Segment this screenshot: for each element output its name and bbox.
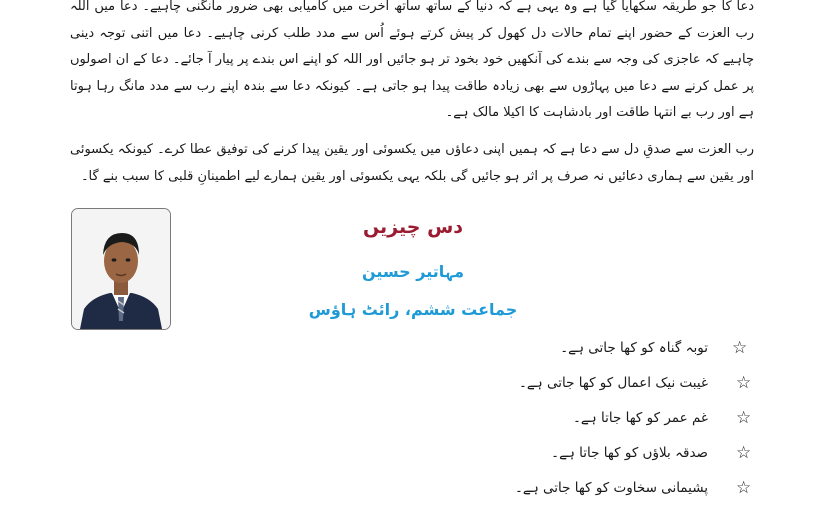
star-icon: ☆ [736,478,752,498]
paragraph-1: دعا کا جو طریقہ سکھایا گیا ہے وہ یہی ہے کہ دنیا کے ساتھ ساتھ آخرت میں کامیابی بھی ضرور مانگنی چاہیے۔ دعا میں اللہ رب العزت کے حضور اپنے تمام حالات دل کھول کر پیش کرتے ہوئے اُس سے مدد طلب کرنی چاہیے۔ دعا میں اتنی توجہ دینی چاہیے کہ عاجزی کی وجہ سے بندے کی آنکھیں خود بخود تر ہو جائیں اور اللہ کو اپنے اس بندے پر پیار آ جائے۔ دعا کے ان اصولوں پر عمل کرنے سے دعا میں پہاڑوں سے بھی زیادہ طاقت پیدا ہو جاتی ہے۔ کیونکہ دعا سے بندہ اپنے رب سے مدد مانگ رہا ہوتا ہے اور رب بے انتہا طاقت اور بادشاہت کا اکیلا مالک ہے۔ [70,0,754,120]
paragraph-2: رب العزت سے صدقِ دل سے دعا ہے کہ ہمیں اپنی دعاؤں میں یکسوئی اور یقین پیدا کرنے کی توفیق عطا کرے۔ کیونکہ یکسوئی اور یقین سے ہماری دعائیں نہ صرف پر اثر ہو جائیں گی بلکہ یہی یکسوئی اور یقین ہمارے لیے اطمینانِ قلبی کا سبب بنے گا۔ [70,142,754,184]
list-item [540,406,760,441]
star-icon: ☆ [736,443,752,463]
list-item-text: توبہ گناہ کو کھا جاتی ہے۔ [560,340,708,356]
student-photo [71,208,171,330]
author-class: جماعت ششم، رائٹ ہاؤس [308,300,518,319]
star-icon: ☆ [736,408,752,428]
list-item-text: غیبت نیک اعمال کو کھا جاتی ہے۔ [518,375,708,391]
star-icon: ☆ [732,338,748,358]
star-icon: ☆ [736,373,752,393]
author-name: مہاتیر حسین [361,262,465,281]
list-item [515,476,760,511]
list-item [518,371,760,406]
list-item [540,441,760,476]
list-item-text: صدقہ بلاؤں کو کھا جاتا ہے۔ [551,445,708,461]
list-item-text: غم عمر کو کھا جاتا ہے۔ [572,410,708,426]
sayings-list [515,336,760,511]
list-item [540,336,760,371]
list-item-text: پشیمانی سخاوت کو کھا جاتی ہے۔ [515,480,708,496]
article-title: دس چیزیں [362,216,464,238]
